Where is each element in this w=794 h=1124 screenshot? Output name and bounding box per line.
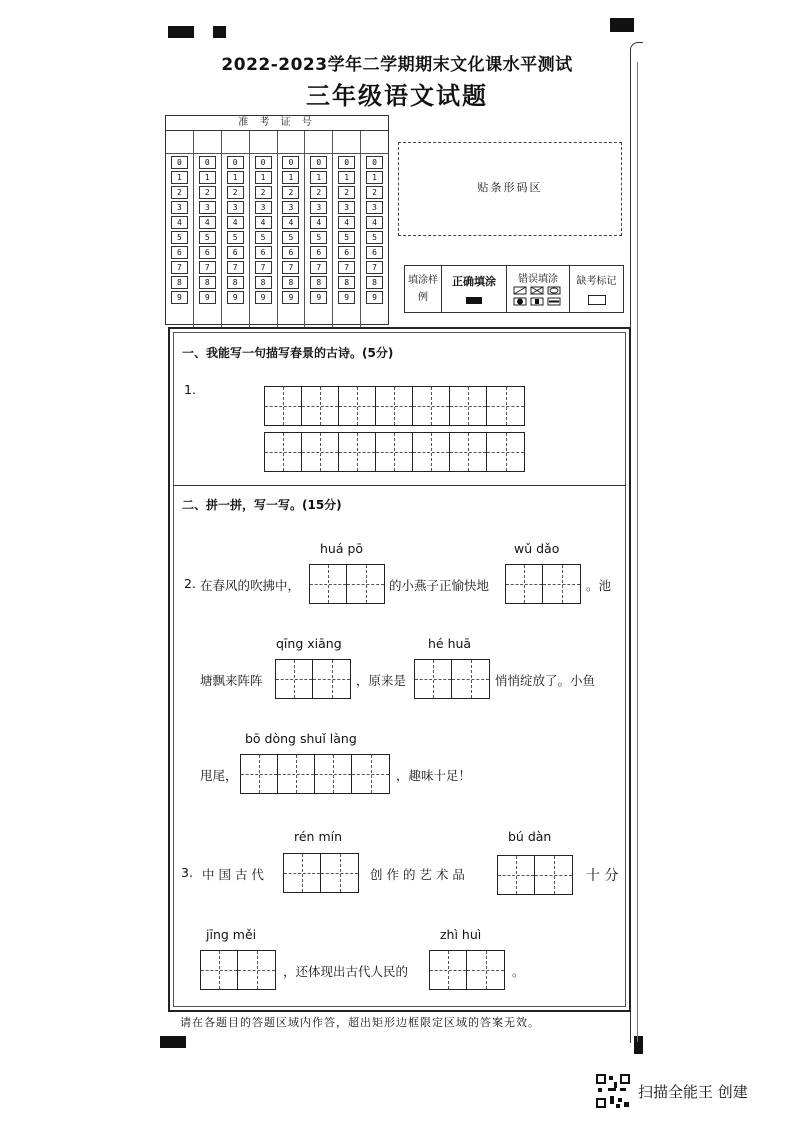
exam-id-write-cell[interactable]: [333, 131, 360, 154]
exam-id-digit-bubble[interactable]: 9: [255, 291, 272, 304]
pinyin-hua-po: huá pō: [320, 541, 364, 556]
fill-legend: [404, 265, 624, 313]
legend-absent-label: 缺考标记: [576, 276, 617, 287]
exam-id-digit-bubble[interactable]: 3: [338, 201, 355, 214]
exam-id-digit-bubble[interactable]: 3: [227, 201, 244, 214]
exam-id-digit-bubble[interactable]: 9: [199, 291, 216, 304]
footer-note: 请在各题目的答题区域内作答，超出矩形边框限定区域的答案无效。: [180, 1016, 540, 1029]
exam-id-digit-bubble[interactable]: 0: [255, 156, 272, 169]
answer-box-hua-po[interactable]: [309, 564, 385, 604]
exam-id-digit-bubble[interactable]: 9: [227, 291, 244, 304]
exam-id-digit-bubble[interactable]: 7: [227, 261, 244, 274]
exam-id-digit-bubble[interactable]: 5: [366, 231, 383, 244]
exam-id-column: [250, 131, 278, 327]
q2-text-4: 塘飘来阵阵: [200, 673, 263, 688]
exam-id-digit-bubble[interactable]: 6: [366, 246, 383, 259]
exam-id-digit-bubble[interactable]: 3: [366, 201, 383, 214]
corner-mark-top-left: [168, 26, 194, 38]
section1-heading: 一、我能写一句描写春景的古诗。(5分): [182, 346, 394, 360]
q3-text-3: 十 分: [586, 868, 619, 884]
exam-id-column: [361, 131, 388, 327]
answer-box-qing-xiang[interactable]: [275, 659, 351, 699]
section1-answer-row-1[interactable]: [264, 386, 525, 426]
section1-item-number: 1.: [184, 382, 196, 397]
exam-id-digit-bubble[interactable]: 4: [199, 216, 216, 229]
exam-id-digit-bubble[interactable]: 5: [255, 231, 272, 244]
section-divider: [173, 485, 626, 486]
exam-id-digit-bubble[interactable]: 8: [282, 276, 299, 289]
exam-id-digit-bubble[interactable]: 1: [366, 171, 383, 184]
exam-id-column: [166, 131, 194, 327]
exam-id-digit-bubble[interactable]: 5: [310, 231, 327, 244]
exam-id-write-cell[interactable]: [361, 131, 388, 154]
answer-box-wu-dao[interactable]: [505, 564, 581, 604]
exam-id-digit-bubble[interactable]: 5: [171, 231, 188, 244]
legend-correct: [442, 266, 507, 312]
wrong-fill-icons: [510, 285, 566, 309]
q3-text-5: 。: [512, 964, 525, 979]
exam-id-column: [194, 131, 222, 327]
section1-answer-row-2[interactable]: [264, 432, 525, 472]
exam-id-digit-bubble[interactable]: 7: [171, 261, 188, 274]
exam-id-column: [305, 131, 333, 327]
exam-id-write-cell[interactable]: [250, 131, 277, 154]
q2-number: 2.: [184, 576, 196, 591]
exam-id-digit-bubble[interactable]: 2: [338, 186, 355, 199]
exam-id-write-cell[interactable]: [222, 131, 249, 154]
exam-id-digit-bubble[interactable]: 5: [282, 231, 299, 244]
exam-id-digit-bubble[interactable]: 0: [310, 156, 327, 169]
pinyin-he-hua: hé huā: [428, 636, 472, 651]
exam-id-column: [333, 131, 361, 327]
exam-id-digit-bubble[interactable]: 0: [282, 156, 299, 169]
correct-fill-swatch: [466, 297, 482, 304]
exam-id-digit-bubble[interactable]: 7: [366, 261, 383, 274]
legend-correct-label: 正确填涂: [452, 275, 496, 288]
exam-id-digit-bubble[interactable]: 8: [366, 276, 383, 289]
pinyin-jing-mei: jīng měi: [206, 927, 257, 942]
section2-heading: 二、拼一拼，写一写。(15分): [182, 498, 342, 512]
answer-box-ren-min[interactable]: [283, 853, 359, 893]
exam-id-digit-bubble[interactable]: 6: [199, 246, 216, 259]
exam-id-write-cell[interactable]: [278, 131, 305, 154]
exam-id-digit-bubble[interactable]: 9: [310, 291, 327, 304]
exam-id-digit-bubble[interactable]: 1: [310, 171, 327, 184]
exam-id-digit-bubble[interactable]: 2: [199, 186, 216, 199]
exam-id-digit-bubble[interactable]: 7: [338, 261, 355, 274]
exam-id-digit-bubble[interactable]: 1: [255, 171, 272, 184]
absent-checkbox[interactable]: [588, 295, 606, 305]
exam-id-digit-bubble[interactable]: 9: [171, 291, 188, 304]
exam-id-write-cell[interactable]: [166, 131, 193, 154]
exam-id-column: [222, 131, 250, 327]
exam-id-digit-bubble[interactable]: 6: [255, 246, 272, 259]
exam-id-digit-bubble[interactable]: 2: [171, 186, 188, 199]
exam-id-digit-bubble[interactable]: 1: [227, 171, 244, 184]
legend-wrong-label: 错误填涂: [518, 274, 558, 285]
exam-id-grid: [165, 115, 389, 325]
exam-id-digit-bubble[interactable]: 8: [338, 276, 355, 289]
exam-id-digit-bubble[interactable]: 6: [310, 246, 327, 259]
exam-id-digit-bubble[interactable]: 4: [227, 216, 244, 229]
pinyin-ren-min: rén mín: [294, 829, 343, 844]
exam-id-digit-bubble[interactable]: 6: [338, 246, 355, 259]
q2-text-1: 在春风的吹拂中，: [200, 578, 301, 593]
exam-id-digit-bubble[interactable]: 8: [199, 276, 216, 289]
exam-id-digit-bubble[interactable]: 0: [366, 156, 383, 169]
answer-box-zhi-hui[interactable]: [429, 950, 505, 990]
exam-id-digit-bubble[interactable]: 0: [171, 156, 188, 169]
legend-wrong: [507, 266, 570, 312]
exam-id-digit-bubble[interactable]: 3: [171, 201, 188, 214]
exam-id-digit-bubble[interactable]: 2: [255, 186, 272, 199]
exam-id-digit-bubble[interactable]: 2: [310, 186, 327, 199]
exam-id-digit-bubble[interactable]: 0: [199, 156, 216, 169]
barcode-area: 贴条形码区: [398, 142, 622, 236]
exam-id-digit-bubble[interactable]: 4: [338, 216, 355, 229]
q2-text-8: ，趣味十足！: [396, 768, 472, 783]
exam-id-digit-bubble[interactable]: 2: [366, 186, 383, 199]
q2-text-6: 悄悄绽放了。小鱼: [495, 673, 596, 688]
exam-id-digit-bubble[interactable]: 2: [282, 186, 299, 199]
exam-id-digit-bubble[interactable]: 8: [310, 276, 327, 289]
legend-fill-example: 填涂样例: [405, 266, 442, 312]
exam-id-digit-bubble[interactable]: 8: [227, 276, 244, 289]
pinyin-bu-dan: bú dàn: [508, 829, 552, 844]
qr-code-icon: [596, 1074, 630, 1108]
q3-text-2: 创 作 的 艺 术 品: [370, 867, 465, 882]
pinyin-wu-dao: wǔ dǎo: [514, 541, 560, 556]
pinyin-bo-dong-shui-lang: bō dòng shuǐ làng: [245, 731, 357, 746]
corner-mark-top-left-small: [213, 26, 226, 38]
exam-id-digit-bubble[interactable]: 3: [282, 201, 299, 214]
scanner-watermark: [596, 1074, 748, 1108]
exam-id-label: 准 考 证 号: [166, 116, 388, 131]
answer-box-bo-dong-shui-lang[interactable]: [240, 754, 390, 794]
scanner-label: 扫描全能王 创建: [638, 1082, 748, 1101]
exam-id-digit-bubble[interactable]: 3: [310, 201, 327, 214]
exam-id-digit-bubble[interactable]: 7: [310, 261, 327, 274]
exam-id-digit-bubble[interactable]: 6: [171, 246, 188, 259]
exam-id-column: [278, 131, 306, 327]
exam-id-digit-bubble[interactable]: 9: [338, 291, 355, 304]
exam-id-digit-bubble[interactable]: 5: [199, 231, 216, 244]
exam-id-digit-bubble[interactable]: 1: [338, 171, 355, 184]
exam-id-write-cell[interactable]: [194, 131, 221, 154]
exam-id-digit-bubble[interactable]: 5: [227, 231, 244, 244]
exam-id-digit-bubble[interactable]: 0: [227, 156, 244, 169]
pinyin-qing-xiang: qīng xiāng: [276, 636, 342, 651]
corner-mark-bottom-left: [160, 1036, 186, 1048]
exam-id-digit-bubble[interactable]: 9: [282, 291, 299, 304]
q3-number: 3.: [181, 865, 193, 880]
q3-text-1: 中 国 古 代: [202, 867, 264, 882]
answer-box-he-hua[interactable]: [414, 659, 490, 699]
exam-id-digit-bubble[interactable]: 1: [282, 171, 299, 184]
exam-id-digit-bubble[interactable]: 3: [199, 201, 216, 214]
exam-id-digit-bubble[interactable]: 5: [338, 231, 355, 244]
right-border-rule-inner: [637, 62, 650, 1042]
exam-id-digit-bubble[interactable]: 1: [171, 171, 188, 184]
exam-id-digit-bubble[interactable]: 3: [255, 201, 272, 214]
exam-id-write-cell[interactable]: [305, 131, 332, 154]
exam-id-columns: [166, 131, 388, 327]
exam-id-digit-bubble[interactable]: 6: [227, 246, 244, 259]
exam-id-digit-bubble[interactable]: 0: [338, 156, 355, 169]
exam-id-digit-bubble[interactable]: 1: [199, 171, 216, 184]
q2-text-5: ，原来是: [356, 673, 407, 688]
exam-id-digit-bubble[interactable]: 9: [366, 291, 383, 304]
exam-id-digit-bubble[interactable]: 6: [282, 246, 299, 259]
exam-id-digit-bubble[interactable]: 4: [282, 216, 299, 229]
exam-id-digit-bubble[interactable]: 7: [255, 261, 272, 274]
exam-title: 2022-2023学年二学期期末文化课水平测试: [221, 55, 573, 75]
answer-box-jing-mei[interactable]: [200, 950, 276, 990]
q3-text-4: ，还体现出古代人民的: [283, 964, 409, 979]
corner-mark-top-right: [610, 18, 634, 32]
exam-id-digit-bubble[interactable]: 4: [171, 216, 188, 229]
answer-box-bu-dan[interactable]: [497, 855, 573, 895]
exam-id-digit-bubble[interactable]: 8: [255, 276, 272, 289]
exam-id-digit-bubble[interactable]: 7: [199, 261, 216, 274]
q2-text-3: 。池: [586, 578, 612, 593]
exam-id-digit-bubble[interactable]: 4: [310, 216, 327, 229]
pinyin-zhi-hui: zhì huì: [440, 927, 482, 942]
exam-subtitle: 三年级语文试题: [306, 82, 488, 110]
exam-id-digit-bubble[interactable]: 2: [227, 186, 244, 199]
q2-text-7: 甩尾，: [200, 768, 238, 783]
legend-absent: [570, 266, 623, 312]
exam-id-digit-bubble[interactable]: 8: [171, 276, 188, 289]
exam-id-digit-bubble[interactable]: 4: [255, 216, 272, 229]
exam-id-digit-bubble[interactable]: 7: [282, 261, 299, 274]
q2-text-2: 的小燕子正愉快地: [389, 578, 490, 593]
exam-id-digit-bubble[interactable]: 4: [366, 216, 383, 229]
